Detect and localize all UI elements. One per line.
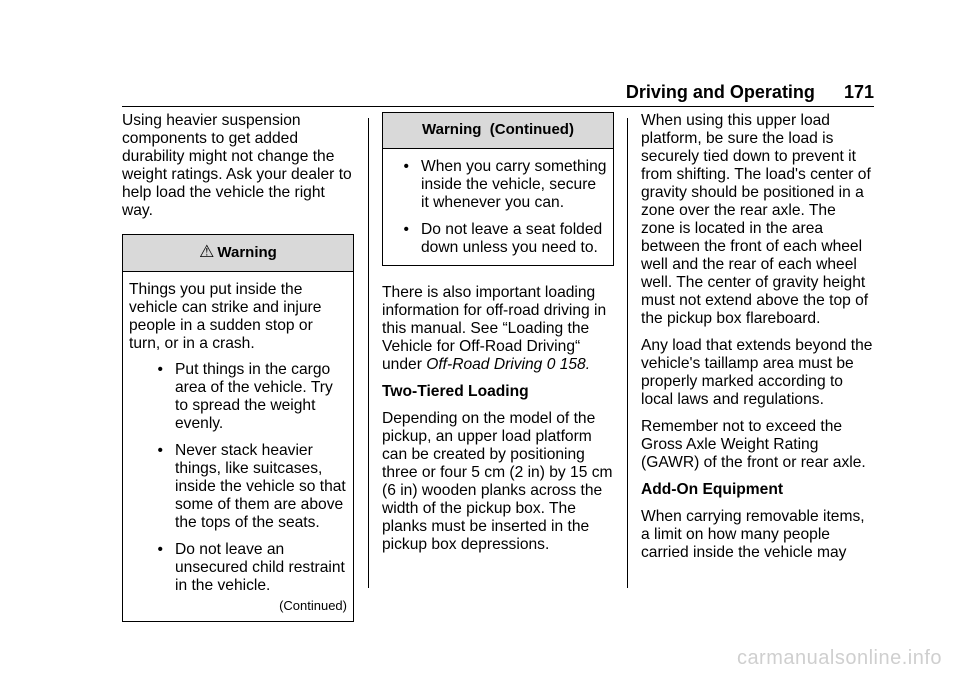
warning-triangle-icon: ⚠ bbox=[199, 242, 215, 261]
two-tiered-paragraph: Depending on the model of the pickup, an upper load platform can be created by positioning three or four 5 cm (2 in) by 15 cm (6 in) wooden planks across the width of the pickup box. The planks must be inserted in the pickup box depressions. bbox=[382, 410, 613, 553]
bullet-text: Do not leave a seat folded down unless you need to. bbox=[421, 221, 603, 256]
page-header bbox=[626, 82, 874, 103]
continued-note: (Continued) bbox=[279, 598, 347, 613]
warning-bullet bbox=[389, 221, 607, 257]
taillamp-paragraph: Any load that extends beyond the vehicle's taillamp area must be properly marked according to local laws and regulations. bbox=[641, 337, 873, 408]
bullet-text: When you carry something inside the vehicle, secure it whenever you can. bbox=[421, 158, 607, 211]
warning-continued-title: Warning (Continued) bbox=[383, 113, 613, 149]
warning-title-text: Warning bbox=[217, 244, 277, 261]
warning-bullet bbox=[389, 158, 607, 212]
bullet-text: Never stack heavier things, like suitcases, inside the vehicle so that some of them are above the tops of the seats. bbox=[175, 442, 346, 531]
page-number: 171 bbox=[843, 82, 874, 102]
intro-paragraph: Using heavier suspension components to get added durability might not change the weight ratings. Ask your dealer to help load the vehicle the right way. bbox=[122, 112, 352, 219]
header-rule bbox=[122, 106, 874, 107]
add-on-paragraph: When carrying removable items, a limit on how many people carried inside the vehicle may bbox=[641, 508, 865, 561]
column-1 bbox=[122, 112, 354, 636]
bullet-dot: • bbox=[157, 541, 163, 558]
watermark: carmanualsonline.info bbox=[736, 647, 942, 669]
column-divider-2 bbox=[627, 118, 628, 588]
offroad-link[interactable]: Off-Road Driving bbox=[426, 356, 543, 373]
platform-paragraph: When using this upper load platform, be sure the load is securely tied down to prevent it from shifting. The load's center of gravity should be positioned in a zone over the rear axle. The zone is located in the area between the front of each wheel well and the rear of each wheel well. The center of gravity height must not extend above the top of the pickup box flareboard. bbox=[641, 112, 871, 327]
section-heading-two-tiered: Two-Tiered Loading bbox=[382, 383, 529, 400]
warning-box bbox=[122, 234, 354, 622]
bullet-dot: • bbox=[157, 442, 163, 459]
section-title: Driving and Operating bbox=[625, 82, 815, 102]
warning-continued-box bbox=[382, 112, 614, 266]
warning-bullet bbox=[129, 541, 347, 595]
warning-bullet bbox=[129, 361, 347, 433]
offroad-text: There is also important loading information for off-road driving in this manual. See “Loading the Vehicle for Off-Road Driving“ under bbox=[382, 284, 607, 373]
column-3 bbox=[641, 112, 873, 571]
bullet-text: Do not leave an unsecured child restraint in the vehicle. bbox=[175, 541, 345, 594]
column-divider-1 bbox=[368, 118, 369, 588]
warning-title bbox=[123, 235, 353, 272]
bullet-dot: • bbox=[403, 221, 409, 238]
warning-body bbox=[123, 272, 353, 621]
gawr-paragraph: Remember not to exceed the Gross Axle Weight Rating (GAWR) of the front or rear axle. bbox=[641, 418, 866, 471]
bullet-text: Put things in the cargo area of the vehicle. Try to spread the weight evenly. bbox=[175, 361, 333, 432]
warning-bullet bbox=[129, 442, 347, 532]
warning-continued-body bbox=[383, 149, 613, 265]
bullet-dot: • bbox=[403, 158, 409, 175]
column-2 bbox=[382, 112, 614, 563]
section-heading-add-on: Add-On Equipment bbox=[641, 481, 784, 498]
page-ref: 0 158. bbox=[546, 356, 591, 373]
warning-text: Things you put inside the vehicle can strike and injure people in a sudden stop or turn, or in a crash. bbox=[129, 281, 322, 352]
bullet-dot: • bbox=[157, 361, 163, 378]
offroad-paragraph bbox=[382, 284, 614, 374]
